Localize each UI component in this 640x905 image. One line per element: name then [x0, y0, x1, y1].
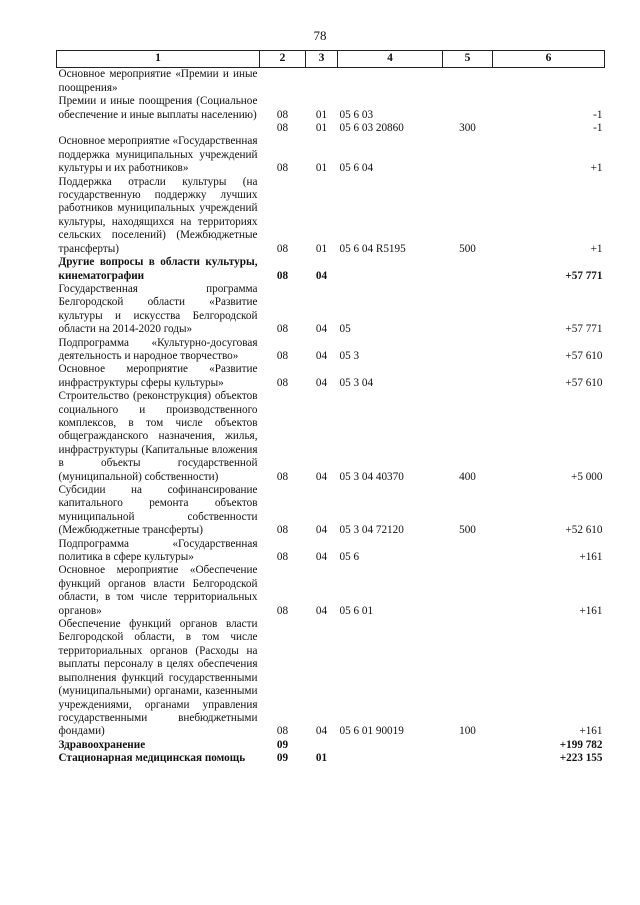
row-section: 08: [276, 122, 289, 135]
row-csr: 05 6 03 20860: [339, 122, 404, 135]
table-row: [57, 135, 605, 175]
row-vr: [443, 752, 493, 765]
table-row: [57, 363, 605, 390]
row-csr: [338, 752, 443, 765]
row-vr: 500: [459, 242, 476, 255]
row-subsection: 04: [315, 323, 328, 336]
row-section: [260, 68, 306, 95]
row-name: [57, 122, 260, 135]
page-number: 78: [313, 28, 327, 43]
row-amount: +199 782: [559, 738, 603, 751]
row-csr: 05 6 01 90019: [339, 725, 404, 738]
row-csr: 05 6 03: [339, 108, 374, 121]
table-row: [57, 283, 605, 337]
row-section: 08: [276, 323, 289, 336]
row-name: Государственная программа Белгородской области «Развитие культуры и искусства Белгородской области на 2014-2020 годы»: [58, 282, 258, 336]
table-row: [57, 256, 605, 283]
row-amount: -1: [593, 122, 603, 135]
row-section: 08: [276, 604, 289, 617]
row-name: Строительство (реконструкция) объектов социального и производственного комплексов, в том числе объектов общегражданского назначения, жилья, инфраструктуры (Капитальные вложения в объекты государственной (муниципальной) собственности): [58, 390, 258, 483]
row-csr: 05 3 04: [339, 376, 374, 389]
row-name: Обеспечение функций органов власти Белгородской области, в том числе территориальных органов (Расходы на выплаты персоналу в целях обеспечения выполнения функций государственными (муниципальными) органами, казенными учреждениями, органами управления государственными внебюджетными фондами): [58, 618, 258, 738]
row-vr: [443, 337, 493, 364]
row-csr: 05 3 04 40370: [339, 470, 404, 483]
row-vr: [443, 564, 493, 618]
row-subsection: 04: [315, 470, 328, 483]
row-name: Основное мероприятие «Обеспечение функций органов власти Белгородской области, в том числе территориальных органов»: [58, 564, 258, 617]
row-csr: 05 6 01: [339, 604, 374, 617]
row-name: Основное мероприятие «Премии и иные поощрения»: [58, 68, 258, 94]
row-csr: 05 6 04: [339, 162, 374, 175]
row-vr: [443, 538, 493, 565]
row-section: 08: [276, 349, 289, 362]
row-subsection: 01: [315, 108, 328, 121]
row-name: Здравоохранение: [58, 738, 146, 751]
row-csr: 05: [339, 323, 351, 336]
row-csr: 05 3: [339, 349, 360, 362]
row-vr: 500: [459, 524, 476, 537]
row-csr: [338, 256, 443, 283]
row-name: Подпрограмма «Культурно-досуговая деятельность и народное творчество»: [58, 336, 258, 362]
row-vr: [443, 283, 493, 337]
row-subsection: [306, 68, 338, 95]
row-name: Основное мероприятие «Развитие инфраструктуры сферы культуры»: [58, 363, 258, 389]
row-section: 08: [276, 162, 289, 175]
row-amount: +161: [579, 551, 603, 564]
row-amount: +223 155: [559, 752, 603, 765]
row-section: 08: [276, 108, 289, 121]
row-subsection: 04: [315, 604, 328, 617]
header-col-4: 4: [338, 51, 443, 68]
row-section: 08: [276, 376, 289, 389]
table-row: [57, 95, 605, 122]
row-name: Поддержка отрасли культуры (на государственную поддержку лучших работников муниципальных учреждений культуры, находящихся на территориях сельских поселений) (Межбюджетные трансферты): [58, 175, 258, 255]
row-subsection: 04: [315, 725, 328, 738]
table-row: [57, 739, 605, 752]
row-amount: +161: [579, 725, 603, 738]
row-subsection: 04: [315, 551, 328, 564]
row-amount: +57 771: [565, 323, 603, 336]
table-row: [57, 564, 605, 618]
row-vr: [443, 363, 493, 390]
table-row: [57, 484, 605, 538]
row-vr: 400: [459, 470, 476, 483]
row-name: Субсидии на софинансирование капитального ремонта объектов муниципальной собственности (Межбюджетные трансферты): [58, 484, 258, 537]
row-vr: [443, 135, 493, 175]
row-vr: [443, 95, 493, 122]
row-amount: +161: [579, 604, 603, 617]
row-subsection: 01: [315, 752, 328, 765]
row-subsection: 01: [315, 162, 328, 175]
row-name: Основное мероприятие «Государственная поддержка муниципальных учреждений культуры и их работников»: [58, 135, 258, 175]
row-csr: 05 3 04 72120: [339, 524, 404, 537]
table-row: [57, 176, 605, 256]
table-header-row: [57, 51, 605, 68]
row-name: Стационарная медицинская помощь: [58, 752, 246, 765]
row-amount: -1: [593, 108, 603, 121]
header-col-6: 6: [493, 51, 605, 68]
row-vr: [443, 739, 493, 752]
row-section: 08: [276, 551, 289, 564]
row-amount: +57 610: [565, 349, 603, 362]
row-subsection: [306, 739, 338, 752]
row-section: 08: [276, 269, 289, 282]
table-row: [57, 752, 605, 765]
row-amount: +1: [590, 242, 603, 255]
header-col-5: 5: [443, 51, 493, 68]
table-row: [57, 538, 605, 565]
row-csr: [338, 68, 443, 95]
row-amount: +1: [590, 162, 603, 175]
row-csr: 05 6 04 R5195: [339, 242, 406, 255]
row-csr: 05 6: [339, 551, 360, 564]
row-name: Другие вопросы в области культуры, кинематографии: [58, 256, 258, 282]
row-vr: 300: [459, 122, 476, 135]
header-col-2: 2: [260, 51, 306, 68]
row-amount: +5 000: [571, 470, 603, 483]
row-amount: +52 610: [565, 524, 603, 537]
row-section: 08: [276, 470, 289, 483]
row-section: 09: [276, 752, 289, 765]
row-vr: [443, 256, 493, 283]
header-col-1: 1: [57, 51, 260, 68]
row-section: 08: [276, 725, 289, 738]
row-amount: +57 771: [565, 269, 603, 282]
table-row: [57, 122, 605, 135]
row-name: Подпрограмма «Государственная политика в сфере культуры»: [58, 537, 258, 564]
row-section: 08: [276, 524, 289, 537]
table-body: [57, 68, 605, 766]
table-row: [57, 68, 605, 95]
row-section: 08: [276, 242, 289, 255]
row-name: Премии и иные поощрения (Социальное обеспечение и иные выплаты населению): [58, 95, 258, 121]
row-subsection: 01: [315, 122, 328, 135]
row-amount: +57 610: [565, 376, 603, 389]
row-section: 09: [276, 738, 289, 751]
row-vr: [443, 68, 493, 95]
table-row: [57, 390, 605, 484]
row-subsection: 04: [315, 349, 328, 362]
budget-table: [56, 50, 605, 766]
row-vr: 100: [459, 725, 476, 738]
row-amount: [493, 68, 605, 95]
table-row: [57, 337, 605, 364]
row-subsection: 04: [315, 269, 328, 282]
row-subsection: 01: [315, 242, 328, 255]
row-subsection: 04: [315, 376, 328, 389]
row-subsection: 04: [315, 524, 328, 537]
table-row: [57, 618, 605, 739]
row-csr: [338, 739, 443, 752]
header-col-3: 3: [306, 51, 338, 68]
